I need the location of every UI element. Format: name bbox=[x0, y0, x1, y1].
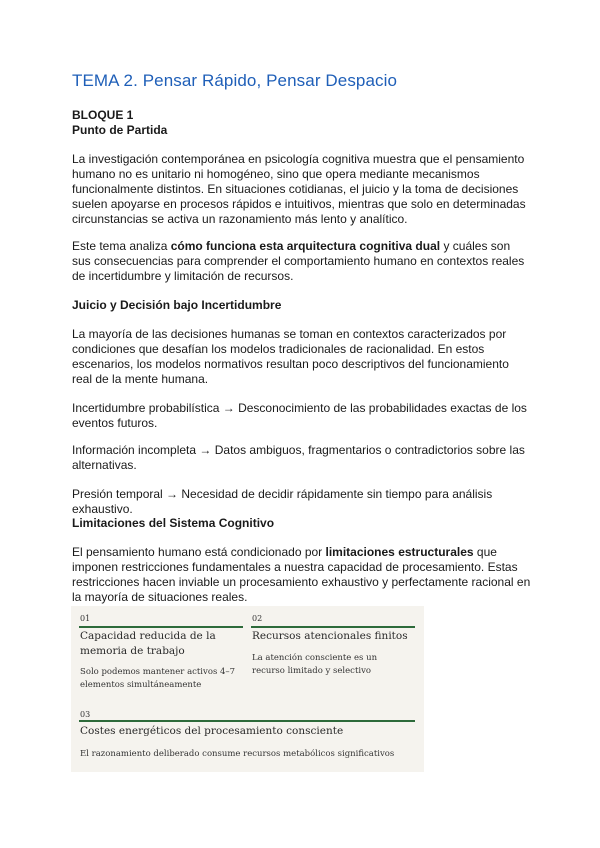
card-number: 03 bbox=[80, 710, 91, 719]
card-body: La atención consciente es un recurso limitado y selectivo bbox=[252, 653, 378, 676]
card-number: 01 bbox=[80, 614, 91, 623]
paragraph-analysis-pre: Este tema analiza bbox=[72, 239, 171, 253]
list-item-presion: Presión temporal → Necesidad de decidir rápidamente sin tiempo para análisis exhaustivo. bbox=[72, 487, 493, 516]
card-title: Costes energéticos del procesamiento consciente bbox=[80, 725, 344, 737]
paragraph-analysis bbox=[72, 239, 532, 284]
card-title: Capacidad reducida de la memoria de trabajo bbox=[80, 630, 216, 657]
section-heading-juicio: Juicio y Decisión bajo Incertidumbre bbox=[72, 298, 282, 312]
paragraph-analysis-bold: cómo funciona esta arquitectura cognitiva dual bbox=[170, 239, 441, 253]
block-label: BLOQUE 1 bbox=[72, 108, 134, 122]
card-divider bbox=[79, 720, 415, 722]
card-divider bbox=[251, 626, 415, 628]
paragraph-intro: La investigación contemporánea en psicología cognitiva muestra que el pensamiento humano no es unitario ni homogéneo, sino que opera mediante mecanismos funcionalmente distintos. En situaciones cotidianas, el juicio y la toma de decisiones suelen apoyarse en procesos rápidos e intuitivos, mientras que solo en determinadas circunstancias se activa un razonamiento más lento y analítico. bbox=[72, 152, 526, 226]
paragraph-limitations-pre: El pensamiento humano está condicionado por bbox=[72, 545, 326, 559]
page-title: TEMA 2. Pensar Rápido, Pensar Despacio bbox=[72, 71, 398, 90]
list-item-informacion: Información incompleta → Datos ambiguos, fragmentarios o contradictorios sobre las alternativas. bbox=[72, 443, 525, 472]
list-item-incertidumbre: Incertidumbre probabilística → Desconocimiento de las probabilidades exactas de los eventos futuros. bbox=[72, 401, 527, 430]
card-number: 02 bbox=[252, 614, 263, 623]
paragraph-decisions: La mayoría de las decisiones humanas se toman en contextos caracterizados por condiciones que desafían los modelos tradicionales de racionalidad. En estos escenarios, los modelos normativos resultan poco descriptivos del funcionamiento real de la mente humana. bbox=[72, 327, 509, 386]
card-body: Solo podemos mantener activos 4–7 elementos simultáneamente bbox=[80, 667, 236, 690]
card-title: Recursos atencionales finitos bbox=[252, 630, 408, 642]
paragraph-limitations bbox=[72, 545, 532, 605]
section-heading-punto-partida: Punto de Partida bbox=[72, 123, 168, 137]
section-heading-limitaciones: Limitaciones del Sistema Cognitivo bbox=[72, 516, 275, 530]
card-body: El razonamiento deliberado consume recursos metabólicos significativos bbox=[80, 749, 395, 759]
card-divider bbox=[79, 626, 243, 628]
paragraph-analysis-post: y cuáles son sus consecuencias para comprender el comportamiento humano en contextos reales de incertidumbre y limitación de recursos. bbox=[72, 239, 525, 283]
paragraph-limitations-post: que imponen restricciones fundamentales a nuestra capacidad de procesamiento. Estas restricciones hacen inviable un procesamiento exhaustivo y perfectamente racional en la mayoría de situaciones reales. bbox=[72, 545, 531, 604]
paragraph-limitations-bold: limitaciones estructurales bbox=[325, 545, 474, 559]
limitations-cards-figure bbox=[71, 606, 424, 772]
